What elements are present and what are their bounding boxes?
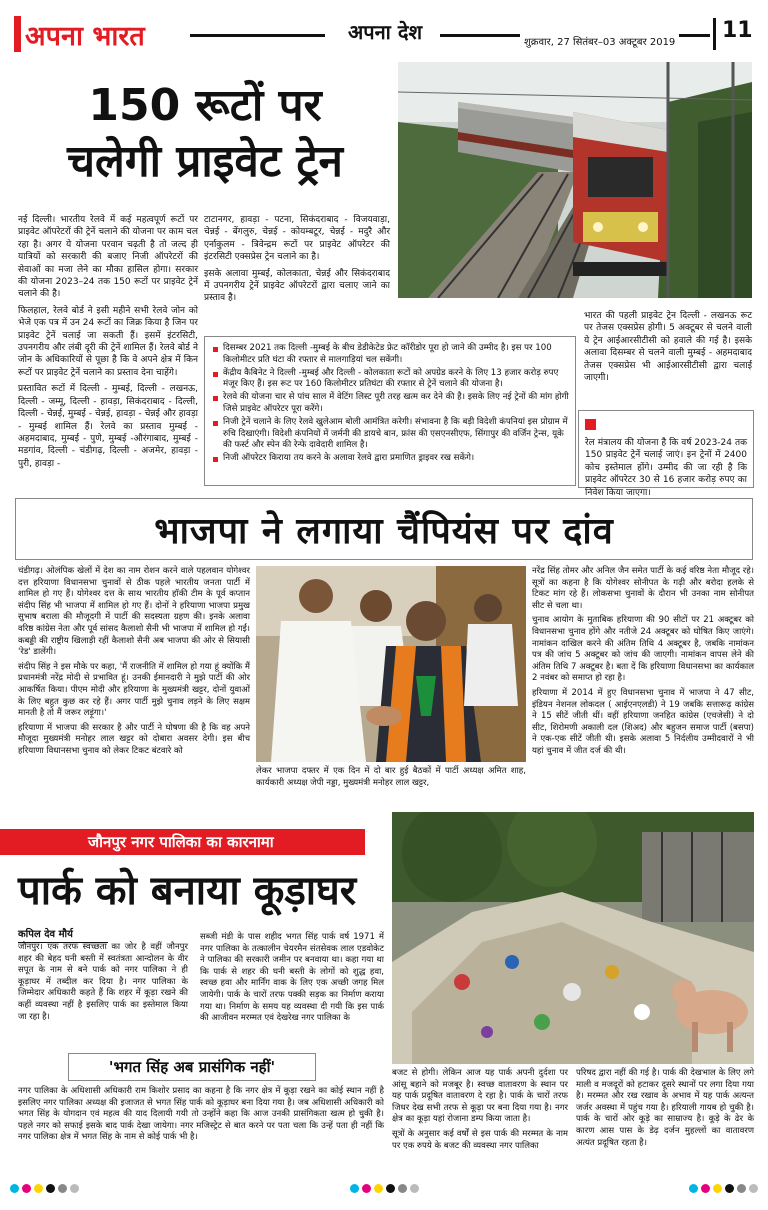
registration-marks [10,1184,758,1196]
story1-col3 [584,310,752,384]
story3-col-a-p1: नगर पालिका के अधिशासी अधिकारी राम किशोर प्रसाद का कहना है कि नगर क्षेत्र में कूड़ा रखने का कोई स्थान नहीं है इसलिए नगर पालिका अध्यक्ष की इजाजत से भगत सिंह पार्क को कूड़ाघर बना दिया गया है। जब अधिशासी अधिकारी को भगत सिंह के योगदान एवं महत्व की याद दिलायी गयी तो उन्होंने कहा कि आज उनकी प्रासंगिकता खत्म हो चुकी है। पहले नगर को सफाई इसके बाद पार्क देखा जायेगा। नगर मजिस्ट्रेट से बात करने पर पता चला कि उन्हें पता ही नहीं कि नगर पालिका क्षेत्र में भगत सिंह के नाम से कोई पार्क भी है। [18,1086,384,1143]
highlight-item: निजी ट्रेनें चलाने के लिए रेलवे खुलेआम बोली आमंत्रित करेगी। संभावना है कि बड़ी विदेशी कंपनियां इस प्रोग्राम में रुचि दिखाएंगी। विदेशी कंपनियों में जर्मनी की डायचे बान, फ्रांस की एसएनसीएफ, सिंगापुर की वर्जिन ट्रेन्स, यूके की फर्स्ट और स्पेन की रेन्फे दावेदारी शामिल है। [211,417,569,452]
story1-headline-line1: 150 रूटों पर [88,80,322,131]
story1-col1-p3: प्रस्तावित रूटों में दिल्ली - मुम्बई, दिल्ली - लखनऊ, दिल्ली - जम्मू, दिल्ली - हावड़ा, सिकंदराबाद - दिल्ली, दिल्ली - चेन्नई, मुम्बई - चेन्नई, हावड़ा - चेन्नई और हावड़ा - मुम्बई शामिल हैं। रेलवे का प्रस्ताव मुम्बई - अहमदाबाद, मुम्बई - पुणे, मुम्बई -औरंगाबाद, मुम्बई - मडगांव, दिल्ली - चंडीगढ़, दिल्ली - अजमेर, हावड़ा - पुरी, हावड़ा - [18,384,198,469]
registration-group-left [10,1184,79,1196]
story2-col3-p3: हरियाणा में 2014 में हुए विधानसभा चुनाव में भाजपा ने 47 सीट, इंडियन नेशनल लोकदल ( आईएनएलडी) ने 19 जबकि सत्तारूढ़ कांग्रेस ने 15 सीटें जीती थीं। वहीं हरियाणा जनहित कांग्रेस (एचजेसी) ने दो सीट, शिरोमणी अकाली दल (शिअद) और बहुजन समाज पार्टी (बसपा) ने एक-एक सीटें जीती थी। इसके अलावा 5 निर्दलीय उम्मीदवारों ने भी यहां चुनाव में जीत दर्ज की थी। [532,687,754,756]
story1-highlights-box [204,336,576,486]
train-photo [398,62,752,298]
story2-col3-p1: नरेंद्र सिंह तोमर और अनिल जैन समेत पार्टी के कई वरिष्ठ नेता मौजूद रहे। सूत्रों का कहना है कि योगेश्वर सोनीपत के गढ़ी और बरोदा हलके से टिकट मांग रहे हैं। लोकसभा चुनावों के दौरान भी उनका नाम सोनीपत सीट से चला था। [532,566,754,611]
story3-col-b-p1: बजट से होगी। लेकिन आज यह पार्क अपनी दुर्दशा पर आंसू बहाने को मजबूर है। स्वच्छ वातावरण के स्थान पर यह पार्क प्रदूषित वातावरण दे रहा है। पार्क के चारों तरफ जिधर देख सभी तरफ से कूड़ा पर बना दिया गया है। नगर क्षेत्र का कूड़ा यहां रोजाना डम्प किया जाता है। [392,1068,568,1125]
factbox-text: रेल मंत्रालय की योजना है कि वर्ष 2023-24 तक 150 प्राइवेट ट्रेनें चलाई जाएं। इन ट्रेनों में 2400 कोच इस्तेमाल होंगे। उम्मीद की जा रही है कि प्राइवेट ऑपरेटर 30 से 16 हजार करोड़ रुपए का निवेश किया जाएगा। [585,438,747,498]
garbage-park-photo [392,812,754,1064]
factbox-marker [585,419,596,430]
registration-dot [350,1184,359,1193]
story3-col-b [392,1068,568,1152]
highlight-item: रेलवे की योजना चार से पांच साल में वेटिंग लिस्ट पूरी तरह खत्म कर देने की है। इसके लिए नई ट्रेनों की मांग होगी जिसे प्राइवेट ऑपरेटर पूरा करेंगे। [211,392,569,416]
registration-group-center [350,1184,419,1196]
page-number: 11 [722,18,753,43]
section-name: अपना देश [347,20,423,44]
story2-col1-p3: हरियाणा में भाजपा की सरकार है और पार्टी ने घोषणा की है कि वह अपने मौजूदा मुख्यमंत्री मनोहर लाल खट्टर को दोबारा अवसर देगी। इस बीच हरियाणा विधानसभा चुनाव को लेकर टिकट बंटवारे को [18,722,250,756]
bjp-joining-photo [256,566,526,762]
registration-dot [410,1184,419,1193]
story1-col1-p1: नई दिल्ली। भारतीय रेलवे में कई महत्वपूर्ण रूटों पर प्राइवेट ऑपरेटरों की ट्रेनें चलाने की योजना पर काम चल रहा है। अगर ये योजना परवान चढ़ती है तो जल्द ही यात्रियों को सरकारी की बजाए निजी ऑपरेटरों की सेवाओं का मजा लेने का मौका हासिल होगा। सरकार की योजना 2023–24 तक 150 रूटों पर प्राइवेट ट्रेनें चलाने की है। [18,215,198,300]
registration-dot [10,1184,19,1193]
story3-col-c-p1: परिषद द्वारा नहीं की गई है। पार्क की देखभाल के लिए लगे माली व मजदूरों को हटाकर दूसरे स्थानों पर लगा दिया गया है। मरम्मत और रख रखाव के अभाव में यह पार्क अत्यन्त जर्जर अवस्था में पहुंच गया है। हरियाली गायब हो चुकी है। पार्क के चारों ओर कूड़े का साम्राज्य है। कूड़े के ढेर के कारण आस पास के डेढ़ दर्जन मुहल्लों का वातावरण अत्यंत प्रदूषित रहता है। [576,1068,754,1148]
registration-dot [398,1184,407,1193]
story3-kicker: जौनपुर नगर पालिका का कारनामा [82,830,280,854]
logo-red-bar [14,16,21,52]
story1-headline-line2: चलेगी प्राइवेट ट्रेन [67,136,343,187]
story2-col1-p1: चंडीगढ़। ओलंपिक खेलों में देश का नाम रोशन करने वाले पहलवान योगेश्वर दत्त हरियाणा विधानसभा चुनावों से ठीक पहले भारतीय जनता पार्टी में शामिल हो गए हैं। योगेश्वर दत्त के साथ भारतीय हॉकी टीम के पूर्व कप्तान संदीप सिंह भी भाजपा में शामिल हो गए हैं। दोनों ने हरियाणा भाजपा प्रमुख सुभाष बराला की मौजूदगी में पार्टी की सदस्यता ग्रहण की। इनके अलावा वरिष्ठ कांग्रेस नेता और पूर्व सांसद कैलाशो सैनी भी भाजपा में शामिल हो गईं। कबड्डी की राष्ट्रीय खिलाड़ी रहीं कैलाशो सैनी अब भाजपा की ओर से सियासी 'रेड' डालेंगी। [18,566,250,658]
story3-col1-p1: जौनपुर। एक तरफ स्वच्छता का जोर है वहीं जौनपुर शहर की बेहद घनी बस्ती में स्वतंत्रता आन्दोलन के वीर सपूत के नाम से बने पार्क को नगर पालिका ने ही कूड़ाघर में तब्दील कर दिया है। नगर पालिका के जिम्मेदार अधिकारी कहते हैं कि शहर में कूड़ा रखने की कहीं व्यवस्था नहीं है इसलिए पार्क का इस्तेमाल किया जा रहा है। [18,942,188,1022]
logo-text: अपना भारत [25,20,145,52]
masthead-rule [190,34,325,37]
registration-dot [58,1184,67,1193]
story1-headline [20,78,390,190]
story1-col1 [18,214,198,470]
registration-dot [34,1184,43,1193]
story2-col3 [532,566,754,758]
story3-col2 [200,932,384,1025]
story1-col3-p1: भारत की पहली प्राइवेट ट्रेन दिल्ली - लखनऊ रूट पर तेजस एक्सप्रेस होगी। 5 अक्टूबर से चलने वाली ये ट्रेन आईआरसीटीसी को हवाले की गई है। इसके अलावा दिसम्बर से चलने वाली मुम्बई - अहमदाबाद तेजस एक्सप्रेस भी आईआरसीटीसी द्वारा चलाई जाएगी। [584,311,752,384]
story2-caption-text: लेकर भाजपा दफ्तर में एक दिन में दो बार हुई बैठकों में पार्टी अध्यक्ष अमित शाह, कार्यकारी अध्यक्ष जेपी नड्डा, मुख्यमंत्री मनोहर लाल खट्टर, [256,766,526,788]
registration-dot [749,1184,758,1193]
story2-col3-p2: चुनाव आयोग के मुताबिक हरियाणा की 90 सीटों पर 21 अक्टूबर को विधानसभा चुनाव होंगे और नतीजे 24 अक्टूबर को घोषित किए जाएंगे। नामांकन दाखिल करने की अंतिम तिथि 4 अक्टूबर है, जबकि नामांकन पत्र की जांच 5 अक्टूबर को जांच की जाएगी। नामांकन वापस लेने की अंतिम तिथि 7 अक्टूबर है। बता दें कि हरियाणा विधानसभा का कार्यकाल 2 नवंबर को समाप्त हो रहा है। [532,615,754,684]
registration-dot [362,1184,371,1193]
registration-dot [701,1184,710,1193]
story3-col2-p1: सब्जी मंडी के पास शहीद भगत सिंह पार्क वर्ष 1971 में नगर पालिका के तत्कालीन चेयरमैन संतसेवक लाल एडवोकेट ने पालिका की सरकारी जमीन पर बनवाया था। कहा गया था कि पार्क से शहर की घनी बस्ती के लोगों को शुद्ध हवा, स्वच्छ हवा और मार्निंग वाक के लिए एक अच्छी जगह मिल जायेगी। पार्क के चारों तरफ पक्की सड़क का निर्माण कराया गया था। निर्माण के समय यह व्यवस्था दी गयी कि इस पार्क की आजीवन मरम्मत एवं देखरेख नगर पालिका के [200,932,384,1024]
highlight-item: दिसम्बर 2021 तक दिल्ली -मुम्बई के बीच डेडीकेटेड फ्रेट कॉरीडोर पूरा हो जाने की उम्मीद है। इस पर 100 किलोमीटर प्रति घंटा की रफ्तार से मालगाड़ियां चल सकेंगी। [211,343,569,367]
registration-dot [374,1184,383,1193]
story3-col-b-p2: सूत्रों के अनुसार कई वर्षों से इस पार्क की मरम्मत के नाम पर एक रुपये के बजट की व्यवस्था नगर पालिका [392,1128,568,1151]
story2-col1-p2: संदीप सिंह ने इस मौके पर कहा, 'मैं राजनीति में शामिल हो गया हूं क्योंकि मैं प्रधानमंत्री नरेंद्र मोदी से प्रभावित हूं। उनकी ईमानदारी ने मुझे पार्टी की ओर आकर्षित किया। पीएम मोदी और हरियाणा के मुख्यमंत्री खट्टर, दोनों युवाओं के लिए बहुत कुछ कर रहे हैं। अगर पार्टी मुझे चुनाव लड़ने के लिए सक्षम मानती है तो मैं जरूर लड़ूंगा।' [18,661,250,719]
registration-dot [22,1184,31,1193]
registration-dot [46,1184,55,1193]
registration-dot [725,1184,734,1193]
story1-highlights-list [211,343,569,465]
registration-dot [70,1184,79,1193]
story3-col1 [18,942,188,1023]
story1-col2 [204,214,390,305]
story3-col-c [576,1068,754,1149]
story3-subhead: 'भगत सिंह अब प्रासंगिक नहीं' [68,1053,316,1081]
story2-headline: भाजपा ने लगाया चैंपियंस पर दांव [154,511,614,552]
registration-dot [689,1184,698,1193]
story2-photo-caption [256,766,526,789]
story1-col1-p2: फिलहाल, रेलवे बोर्ड ने इसी महीने सभी रेलवे जोन को भेजे एक पत्र में उन 24 रूटों का जिक्र किया है जिन पर प्राइवेट ट्रेनें चलाई जा सकती हैं। इसमें इंटरसिटी, उपनगरीय और लंबी दूरी की ट्रेनें शामिल हैं। रेलवे बोर्ड ने जोन के अधिकारियों से पूछा है कि वे अपने क्षेत्र में किन रूटों पर प्राइवेट ट्रेनें चलाने का प्रस्ताव देना चाहेंगे। [18,305,198,378]
story1-col2-p1: टाटानगर, हावड़ा - पटना, सिकंदराबाद - विजयवाड़ा, चेन्नई - बेंगलुरु, चेन्नई - कोयम्बटूर, चेन्नई - मदुरै और एर्नाकुलम - त्रिवेन्द्रम रूटों पर प्राइवेट ऑपरेटर की इंटरसिटी एक्सप्रेस ट्रेन चलाने का है। [204,215,390,263]
story3-col-a [18,1086,384,1144]
story3-byline: कपिल देव मौर्य [18,926,108,943]
registration-dot [386,1184,395,1193]
masthead-logo [14,14,189,54]
dateline: शुक्रवार, 27 सितंबर–03 अक्टूबर 2019 [520,34,679,48]
story2-col1 [18,566,250,758]
page-number-divider [713,18,716,50]
story3-headline: पार्क को बनाया कूड़ाघर [18,868,357,914]
highlight-item: निजी ऑपरेटर किराया तय करने के अलावा रेलवे द्वारा प्रमाणित ड्राइवर रख सकेंगे। [211,453,569,465]
registration-dot [737,1184,746,1193]
registration-group-right [689,1184,758,1196]
story1-factbox [578,410,754,498]
highlight-item: केंद्रीय कैबिनेट ने दिल्ली -मुम्बई और दिल्ली - कोलकाता रूटों को अपग्रेड करने के लिए 13 हजार करोड़ रुपए मंजूर किए हैं। इस रूट पर 160 किलोमीटर प्रतिघंटा की रफ्तार से ट्रेनें चलाने की योजना है। [211,368,569,392]
story1-col2-p2: इसके अलावा मुम्बई, कोलकाता, चेन्नई और सिकंदराबाद में उपनगरीय ट्रेनें प्राइवेट ऑपरेटरों द्वारा चलाए जाने का प्रस्ताव है। [204,268,390,304]
registration-dot [713,1184,722,1193]
